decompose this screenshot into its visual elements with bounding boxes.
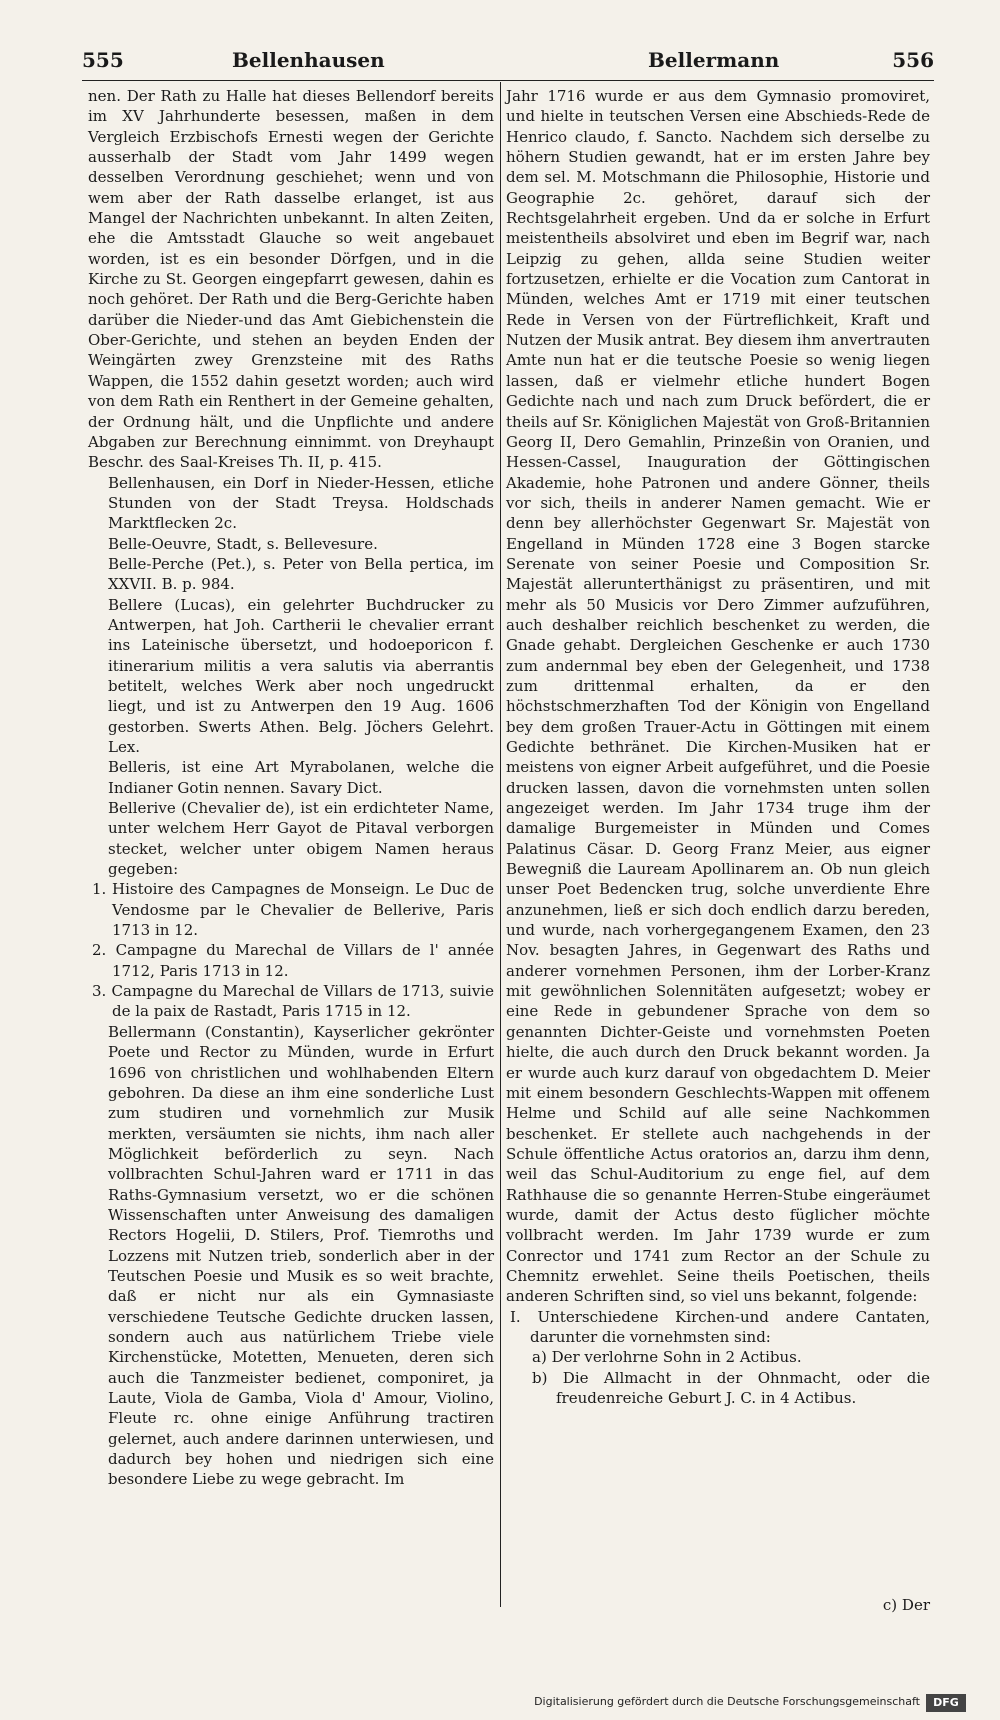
text-paragraph: Bellere (Lucas), ein gelehrter Buchdrucker zu Antwerpen, hat Joh. Cartherii le chevalier errant ins Lateinische übersetzt, und hodoeporicon f. itinerarium militis a vera salutis via aberrantis betitelt, welches Werk aber noch ungedruckt liegt, und ist zu Antwerpen den 19 Aug. 1606 gestorben. Swerts Athen. Belg. Jöchers Gelehrt. Lex.: [108, 595, 494, 756]
text-paragraph: Bellermann (Constantin), Kayserlicher gekrönter Poete und Rector zu Münden, wurde in Erfurt 1696 von christlichen und wohlhabenden Eltern gebohren. Da diese an ihm eine sonderliche Lust zum studiren und vornehmlich zur Musik merkten, versäumten sie nichts, ihm nach aller Möglichkeit beförderlich zu seyn. Nach vollbrachten Schul-Jahren ward er 1711 in das Raths-Gymnasium versetzt, wo er die schönen Wissenschaften unter Anweisung des damaligen Rectors Hogelii, D. Stilers, Prof. Tiemroths und Lozzens mit Nutzen trieb, sonderlich aber in der Teutschen Poesie und Musik es so weit brachte, daß er nicht nur als ein Gymnasiaste verschiedene Teutsche Gedichte drucken lassen, sondern auch aus natürlichem Triebe viele Kirchenstücke, Motetten, Menueten, deren sich auch die Tanzmeister bedienet, componiret, ja Laute, Viola de Gamba, Viola d' Amour, Violino, Fleute rc. ohne einige Anführung tractiren gelernet, auch andere darinnen unterwiesen, und dadurch bey hohen und niedrigen sich eine besondere Liebe zu wege gebracht. Im: [108, 1022, 494, 1489]
text-paragraph: b) Die Allmacht in der Ohnmacht, oder die freudenreiche Geburt J. C. in 4 Actibus.: [532, 1368, 930, 1407]
digitization-credit: Digitalisierung gefördert durch die Deutsche Forschungsgemeinschaft: [534, 1695, 920, 1708]
right-running-head: Bellermann: [648, 48, 780, 72]
left-running-head: Bellenhausen: [232, 48, 385, 72]
text-paragraph: nen. Der Rath zu Halle hat dieses Bellendorf bereits im XV Jahrhunderte besessen, maßen in dem Vergleich Erzbischofs Ernesti wegen der Gerichte ausserhalb der Stadt vom Jahr 1499 wegen desselben Verordnung geschiehet; wenn und von wem aber der Rath dasselbe erlanget, ist aus Mangel der Nachrichten unbekannt. In alten Zeiten, ehe die Amtsstadt Glauche so weit angebauet worden, ist es ein besonder Dörfgen, und in die Kirche zu St. Georgen eingepfarrt gewesen, dahin es noch gehöret. Der Rath und die Berg-Gerichte haben darüber die Nieder-und das Amt Giebichenstein die Ober-Gerichte, und stehen an beyden Enden der Weingärten zwey Grenzsteine mit des Raths Wappen, die 1552 dahin gesetzt worden; auch wird von dem Rath ein Renthert in der Gemeine gehalten, der Ordnung hält, und die Unpflichte und andere Abgaben zur Berechnung einnimmt. von Dreyhaupt Beschr. des Saal-Kreises Th. II, p. 415.: [88, 87, 494, 472]
text-paragraph: Belle-Oeuvre, Stadt, s. Bellevesure.: [108, 534, 378, 553]
text-paragraph: Belleris, ist eine Art Myrabolanen, welche die Indianer Gotin nennen. Savary Dict.: [108, 758, 494, 797]
text-paragraph: 1. Histoire des Campagnes de Monseign. Le Duc de Vendosme par le Chevalier de Bellerive, Paris 1713 in 12.: [92, 880, 494, 940]
left-column: [88, 86, 494, 1490]
text-paragraph: Bellerive (Chevalier de), ist ein erdichteter Name, unter welchem Herr Gayot de Pitaval verborgen stecket, welcher unter obigem Namen heraus gegeben:: [108, 799, 494, 879]
right-page-number: 556: [892, 48, 934, 72]
text-paragraph: Jahr 1716 wurde er aus dem Gymnasio promoviret, und hielte in teutschen Versen eine Abschieds-Rede de Henrico claudo, f. Sancto. Nachdem sich derselbe zu höhern Studien gewandt, hat er im ersten Jahre bey dem sel. M. Motschmann die Philosophie, Historie und Geographie 2c. gehöret, darauf sich der Rechtsgelahrheit ergeben. Und da er solche in Erfurt meistentheils absolviret und eben im Begrif war, nach Leipzig zu gehen, allda seine Studien weiter fortzusetzen, erhielte er die Vocation zum Cantorat in Münden, welches Amt er 1719 mit einer teutschen Rede in Versen von der Fürtreflichkeit, Kraft und Nutzen der Musik antrat. Bey diesem ihm anvertrauten Amte nun hat er die teutsche Poesie so wenig liegen lassen, daß er vielmehr etliche hundert Bogen Gedichte nach und nach zum Druck befördert, die er theils auf Sr. Königlichen Majestät von Groß-Britannien Georg II, Dero Gemahlin, Prinzeßin von Oranien, und Hessen-Cassel, Inauguration der Göttingischen Akademie, hohe Patronen und andere Gönner, theils vor sich, theils in anderer Namen gemacht. Wie er denn bey allerhöchster Gegenwart Sr. Majestät von Engelland in Münden 1728 eine 3 Bogen starcke Serenate von seiner Poesie und Composition Sr. Majestät allerunterthänigst zu präsentiren, und mit mehr als 50 Musicis vor Dero Zimmer aufzuführen, auch deshalber reichlich beschenket zu werden, die Gnade gehabt. Dergleichen Geschenke er auch 1730 zum andernmal bey eben der Gelegenheit, und 1738 zum drittenmal erhalten, da er den höchstschmerzhaften Tod der Königin von Engelland bey dem großen Trauer-Actu in Göttingen mit einem Gedichte bethränet. Die Kirchen-Musiken hat er meistens von eigner Arbeit aufgeführet, und die Poesie drucken lassen, davon die vornehmsten unten sollen angezeiget werden. Im Jahr 1734 truge ihm der damalige Burgemeister in Münden und Comes Palatinus Cäsar. D. Georg Franz Meier, aus eigner Bewegniß die Lauream Apollinarem an. Ob nun gleich unser Poet Bedencken trug, solche unverdiente Ehre anzunehmen, ließ er sich doch endlich darzu bereden, und wurde, nach vorhergegangenem Examen, den 23 Nov. besagten Jahres, in Gegenwart des Raths und anderer vornehmen Personen, ihm der Lorber-Kranz mit gewöhnlichen Solennitäten aufgesetzt; wobey er eine Rede in gebundener Sprache von dem so genannten Dichter-Geiste und vornehmsten Poeten hielte, die auch durch den Druck bekannt worden. Ja er wurde auch kurz darauf von obgedachtem D. Meier mit einem besondern Geschlechts-Wappen mit offenem Helme und Schild auf alle seine Nachkommen beschenket. Er stellete auch nachgehends in der Schule öffentliche Actus oratorios an, darzu ihm denn, weil das Schul-Auditorium zu enge fiel, auf dem Rathhause die so genannte Herren-Stube eingeräumet wurde, damit der Actus desto füglicher möchte vollbracht werden. Im Jahr 1739 wurde er zum Conrector und 1741 zum Rector an der Schule zu Chemnitz erwehlet. Seine theils Poetischen, theils anderen Schriften sind, so viel uns bekannt, folgende:: [506, 87, 930, 1306]
text-paragraph: Belle-Perche (Pet.), s. Peter von Bella pertica, im XXVII. B. p. 984.: [108, 554, 494, 594]
text-paragraph: 3. Campagne du Marechal de Villars de 1713, suivie de la paix de Rastadt, Paris 1715 in 12.: [92, 982, 494, 1021]
text-paragraph: I. Unterschiedene Kirchen-und andere Cantaten, darunter die vornehmsten sind:: [510, 1307, 930, 1346]
right-column: [506, 86, 930, 1408]
text-paragraph: a) Der verlohrne Sohn in 2 Actibus.: [532, 1348, 802, 1367]
page-header: [82, 48, 934, 78]
column-divider: [500, 82, 501, 1607]
left-page-number: 555: [82, 48, 124, 72]
dfg-logo: DFG: [926, 1694, 966, 1712]
header-rule: [82, 80, 934, 81]
text-paragraph: Bellenhausen, ein Dorf in Nieder-Hessen, etliche Stunden von der Stadt Treysa. Holdschads Marktflecken 2c.: [108, 473, 494, 533]
text-paragraph: 2. Campagne du Marechal de Villars de l' année 1712, Paris 1713 in 12.: [92, 941, 494, 980]
catchword: c) Der: [882, 1596, 930, 1614]
